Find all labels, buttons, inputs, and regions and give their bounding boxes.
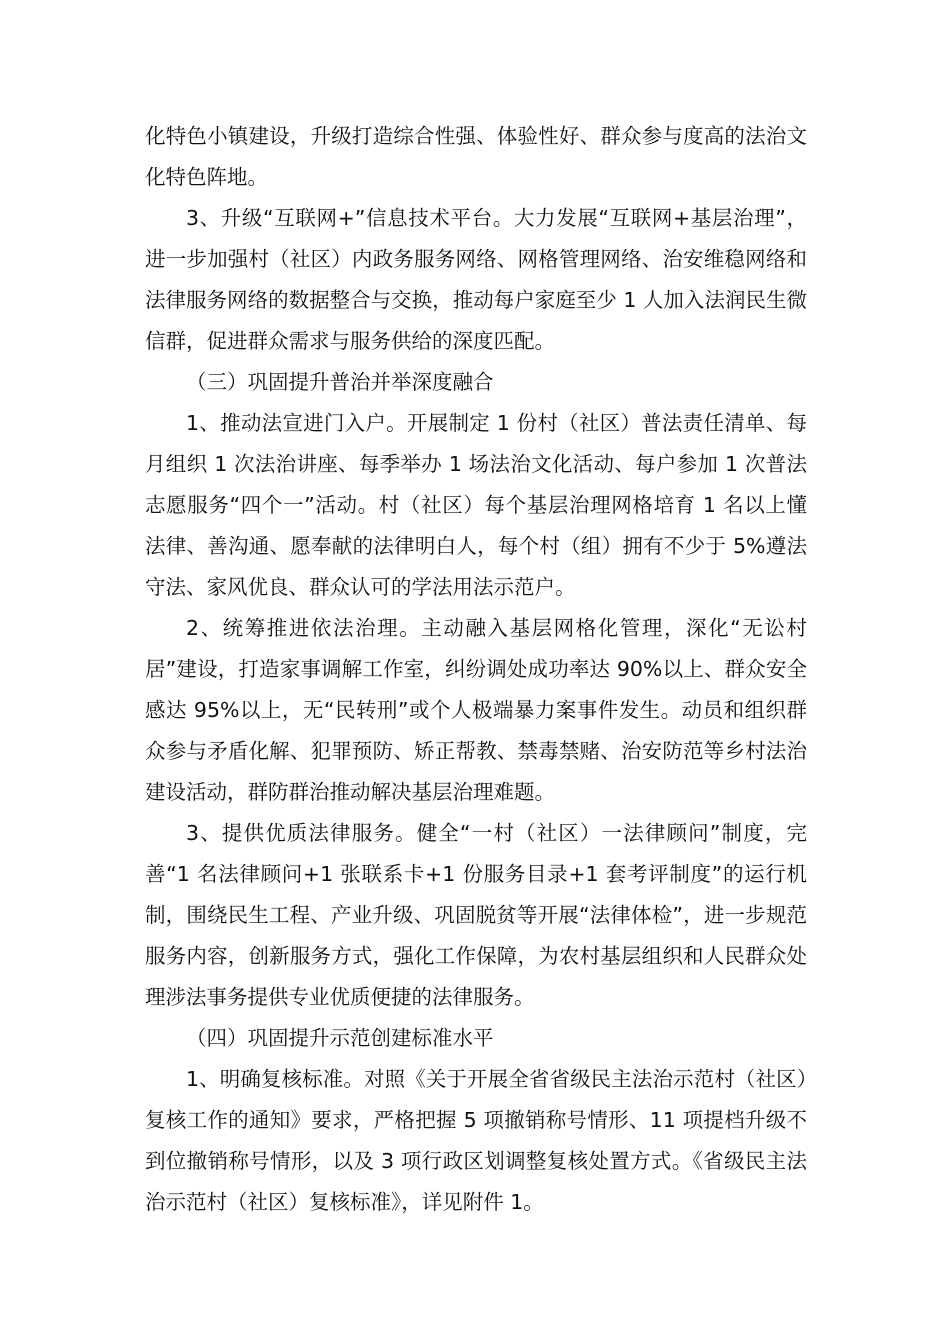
- paragraph-legal-publicity: 1、推动法宣进门入户。开展制定 1 份村（社区）普法责任清单、每月组织 1 次法治讲座、每季举办 1 场法治文化活动、每户参加 1 次普法志愿服务“四个一”活动。村（社区）每个基层治理网格培育 1 名以上懂法律、善沟通、愿奉献的法律明白人，每个村（组）拥有不少于 5%遵法守法、家风优良、群众认可的学法用法示范户。: [145, 411, 807, 599]
- section-heading-three: （三）巩固提升普治并举深度融合: [186, 370, 494, 394]
- paragraph-rule-of-law-governance: 2、统筹推进依法治理。主动融入基层网格化管理，深化“无讼村居”建设，打造家事调解工作室，纠纷调处成功率达 90%以上、群众安全感达 95%以上，无“民转刑”或个人极端暴力案事件发生。动员和组织群众参与矛盾化解、犯罪预防、矫正帮教、禁毒禁赌、治安防范等乡村法治建设活动，群防群治推动解决基层治理难题。: [145, 616, 807, 804]
- paragraph-legal-services: 3、提供优质法律服务。健全“一村（社区）一法律顾问”制度，完善“1 名法律顾问+1 张联系卡+1 份服务目录+1 套考评制度”的运行机制，围绕民生工程、产业升级、巩固脱贫等开展“法律体检”，进一步规范服务内容，创新服务方式，强化工作保障，为农村基层组织和人民群众处理涉法事务提供专业优质便捷的法律服务。: [145, 821, 807, 1009]
- section-heading-four: （四）巩固提升示范创建标准水平: [186, 1026, 494, 1050]
- paragraph-continuation: 化特色小镇建设，升级打造综合性强、体验性好、群众参与度高的法治文化特色阵地。: [145, 124, 807, 189]
- document-body: [145, 116, 807, 1223]
- paragraph-review-standards: 1、明确复核标准。对照《关于开展全省省级民主法治示范村（社区）复核工作的通知》要求，严格把握 5 项撤销称号情形、11 项提档升级不到位撤销称号情形，以及 3 项行政区划调整复核处置方式。《省级民主法治示范村（社区）复核标准》，详见附件 1。: [145, 1067, 807, 1214]
- paragraph-internet-platform: 3、升级“互联网+”信息技术平台。大力发展“互联网+基层治理”，进一步加强村（社区）内政务服务网络、网格管理网络、治安维稳网络和法律服务网络的数据整合与交换，推动每户家庭至少 1 人加入法润民生微信群，促进群众需求与服务供给的深度匹配。: [145, 206, 807, 353]
